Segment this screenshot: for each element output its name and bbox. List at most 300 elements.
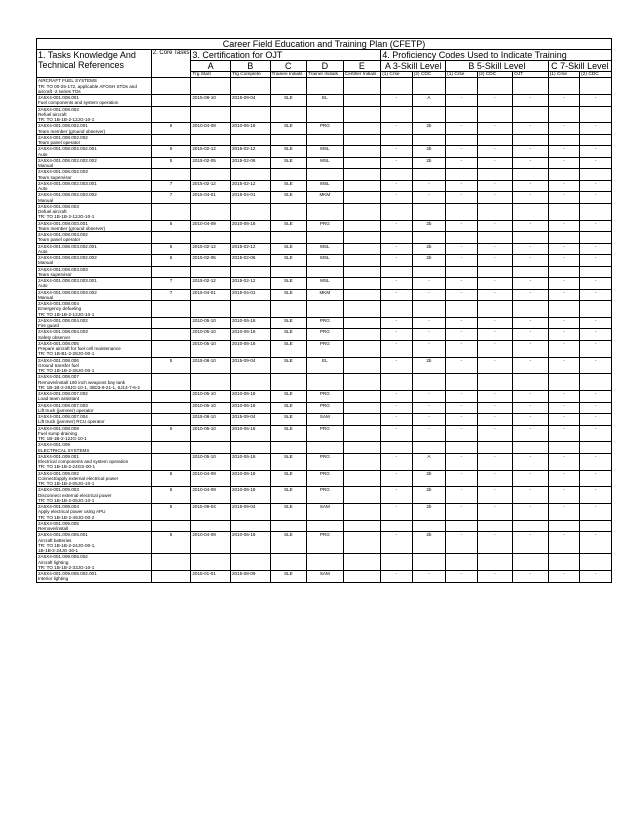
proficiency-cell: - <box>548 146 579 158</box>
table-row <box>37 232 612 244</box>
certification-cell <box>343 192 381 204</box>
task-reference-cell: 2A5X4-001.008.003.001 Team member (ground observer) <box>37 220 152 232</box>
certification-cell <box>230 78 270 95</box>
proficiency-cell: - <box>513 192 549 204</box>
core-task-cell: 5 <box>151 532 191 554</box>
certification-cell: 2015-09-04 <box>230 95 270 107</box>
certification-cell <box>270 232 307 244</box>
table-row <box>37 571 612 583</box>
proficiency-cell: - <box>548 220 579 232</box>
proficiency-cell <box>548 442 579 454</box>
proficiency-cell: - <box>446 470 477 487</box>
certification-cell: 2015-04-01 <box>230 289 270 301</box>
proficiency-cell: - <box>477 340 513 357</box>
page-title: Career Field Education and Training Plan (CFETP) <box>37 39 612 50</box>
certification-cell <box>270 266 307 278</box>
task-reference-cell: 2A5X4-001.009.005 Remove/install <box>37 520 152 532</box>
proficiency-cell: - <box>381 243 412 255</box>
certification-cell <box>270 169 307 181</box>
proficiency-cell: - <box>513 453 549 470</box>
proficiency-cell: - <box>381 425 412 442</box>
certification-cell: MSL <box>307 157 344 169</box>
certification-cell <box>343 95 381 107</box>
proficiency-cell: - <box>580 453 612 470</box>
proficiency-cell: 2b <box>412 357 446 374</box>
proficiency-cell: - <box>548 402 579 414</box>
proficiency-cell: - <box>446 402 477 414</box>
core-task-cell: 5 <box>151 220 191 232</box>
task-reference-cell: 2A5X4-001.008.004 Emergency defueling TR: TO 1B-1B-2-12JG-10-1 <box>37 301 152 318</box>
core-task-cell <box>151 571 191 583</box>
certification-cell: MKM <box>307 289 344 301</box>
proficiency-cell <box>412 106 446 123</box>
certification-cell: SLE <box>270 255 307 267</box>
certification-cell <box>307 78 344 95</box>
proficiency-cell: - <box>513 243 549 255</box>
certification-cell <box>343 504 381 521</box>
core-task-cell <box>151 340 191 357</box>
certification-cell: 2015-02-12 <box>191 146 231 158</box>
certification-cell: 2010-04-09 <box>191 532 231 554</box>
certification-cell <box>343 255 381 267</box>
proficiency-cell: - <box>513 157 549 169</box>
task-reference-cell: 2A5X4-001.009.005.001 Aircraft batteries TR: TO 1B-1B-2-24JG-00-1, 1B-1B-2-24JG-30-1 <box>37 532 152 554</box>
core-task-cell <box>151 374 191 391</box>
proficiency-cell <box>412 374 446 391</box>
proficiency-cell: - <box>580 180 612 192</box>
certification-cell <box>343 203 381 220</box>
proficiency-cell: - <box>548 414 579 426</box>
proficiency-cell: - <box>412 317 446 329</box>
task-reference-cell: 2A5X4-001.008.004.002 Fire guard <box>37 317 152 329</box>
certification-cell: SLE <box>270 180 307 192</box>
task-reference-cell: 2A5X4-001.008.006 Ground transfer fuel TR: TO 1B-1B-2-28JG-00-1 <box>37 357 152 374</box>
certification-cell: 2015-09-04 <box>230 504 270 521</box>
proficiency-cell: - <box>477 391 513 403</box>
certification-cell: 2015-04-01 <box>191 289 231 301</box>
proficiency-cell: - <box>513 146 549 158</box>
proficiency-cell: 2b <box>412 487 446 504</box>
certification-cell: 2010-05-10 <box>191 453 231 470</box>
proficiency-cell: - <box>446 425 477 442</box>
proficiency-cell: - <box>548 289 579 301</box>
certification-cell <box>343 487 381 504</box>
certification-cell <box>343 123 381 135</box>
core-task-cell <box>151 402 191 414</box>
proficiency-cell: - <box>548 504 579 521</box>
certification-cell: 2010-05-10 <box>191 340 231 357</box>
proficiency-cell: - <box>477 532 513 554</box>
proficiency-cell: - <box>412 425 446 442</box>
certification-cell <box>230 374 270 391</box>
proficiency-cell <box>477 106 513 123</box>
certification-cell: PRG <box>307 123 344 135</box>
cfetp-sheet <box>36 38 612 583</box>
proficiency-cell: - <box>381 146 412 158</box>
certification-cell <box>270 106 307 123</box>
proficiency-cell <box>381 169 412 181</box>
certification-cell <box>343 470 381 487</box>
table-row <box>37 453 612 470</box>
proficiency-cell <box>548 169 579 181</box>
proficiency-cell: - <box>381 357 412 374</box>
table-row <box>37 442 612 454</box>
proficiency-cell: - <box>381 487 412 504</box>
certification-cell: SLE <box>270 317 307 329</box>
proficiency-cell: - <box>381 391 412 403</box>
proficiency-cell <box>412 266 446 278</box>
proficiency-header: 4. Proficiency Codes Used to Indicate Training <box>381 50 612 61</box>
certification-cell: PRG <box>307 425 344 442</box>
certification-cell: 2010-06-18 <box>230 391 270 403</box>
certification-cell: PRG <box>307 329 344 341</box>
proficiency-cell: 2b <box>412 532 446 554</box>
proficiency-cell <box>381 134 412 146</box>
task-reference-cell: 2A5X4-001.008.007 Remove/install 180 inch weapons bay tank TR: 1B-1B-2-28JG-10-1, 35D3-9-21-1, 6J14-7-6-2 <box>37 374 152 391</box>
proficiency-cell: - <box>477 192 513 204</box>
core-task-cell: 5 <box>151 504 191 521</box>
certification-cell <box>343 329 381 341</box>
proficiency-cell <box>446 266 477 278</box>
cert-label-c: Trainee Initials <box>270 72 307 78</box>
certification-cell <box>270 442 307 454</box>
certification-cell <box>191 169 231 181</box>
certification-cell <box>270 301 307 318</box>
cert-letter-c: C <box>270 61 307 72</box>
proficiency-cell: - <box>381 123 412 135</box>
certification-cell: SLE <box>270 123 307 135</box>
certification-cell: 2015-09-04 <box>230 357 270 374</box>
table-row <box>37 243 612 255</box>
proficiency-cell <box>580 134 612 146</box>
proficiency-cell: - <box>513 391 549 403</box>
task-reference-cell: AIRCRAFT FUEL SYSTEMS TR: TO 00-25-172, applicable AFOSH STDs and aircraft -2 series TOs <box>37 78 152 95</box>
task-reference-cell: 2A5X4-001.008.002.003.002 Manual <box>37 192 152 204</box>
proficiency-cell: - <box>513 487 549 504</box>
proficiency-cell <box>548 203 579 220</box>
proficiency-cell: - <box>580 123 612 135</box>
certification-cell <box>343 402 381 414</box>
table-row <box>37 169 612 181</box>
certification-cell: 2015-01-01 <box>191 571 231 583</box>
proficiency-cell: 2b <box>412 123 446 135</box>
certification-cell: 2010-05-10 <box>191 317 231 329</box>
certification-cell: SLE <box>270 470 307 487</box>
header-row-1 <box>37 50 612 61</box>
proficiency-cell: - <box>446 532 477 554</box>
proficiency-cell <box>446 374 477 391</box>
proficiency-cell: - <box>412 340 446 357</box>
certification-cell <box>343 340 381 357</box>
certification-cell <box>230 301 270 318</box>
proficiency-cell <box>446 78 477 95</box>
proficiency-cell: - <box>477 453 513 470</box>
certification-cell <box>191 78 231 95</box>
proficiency-cell <box>381 203 412 220</box>
certification-cell <box>343 243 381 255</box>
proficiency-cell: - <box>381 504 412 521</box>
proficiency-cell: 2b <box>412 157 446 169</box>
certification-cell: 2010-06-18 <box>230 340 270 357</box>
task-reference-cell: 2A5X4-001.008.007.004 Lift truck (jammer) RCU operator <box>37 414 152 426</box>
proficiency-cell: - <box>446 123 477 135</box>
proficiency-cell: - <box>580 243 612 255</box>
proficiency-cell: - <box>477 157 513 169</box>
proficiency-cell: - <box>548 470 579 487</box>
proficiency-cell: - <box>381 571 412 583</box>
table-row <box>37 470 612 487</box>
table-row <box>37 301 612 318</box>
certification-cell <box>343 301 381 318</box>
tasks-header: 1. Tasks Knowledge And Technical References <box>37 50 152 78</box>
proficiency-cell: - <box>477 255 513 267</box>
certification-cell: SLE <box>270 243 307 255</box>
certification-cell <box>343 169 381 181</box>
proficiency-cell: 2b <box>412 470 446 487</box>
cert-label-e: Certifier Initials <box>343 72 381 78</box>
proficiency-cell <box>446 232 477 244</box>
table-row <box>37 157 612 169</box>
proficiency-cell: - <box>548 317 579 329</box>
proficiency-cell <box>477 78 513 95</box>
core-task-cell: 5 <box>151 487 191 504</box>
table-row <box>37 106 612 123</box>
proficiency-cell: - <box>580 487 612 504</box>
certification-cell: SLE <box>270 532 307 554</box>
cert-label-b: Trg Complete <box>230 72 270 78</box>
certification-cell: PRG <box>307 487 344 504</box>
proficiency-cell: - <box>446 317 477 329</box>
proficiency-cell <box>381 554 412 571</box>
proficiency-cell: - <box>412 180 446 192</box>
proficiency-cell <box>513 106 549 123</box>
certification-cell: MKM <box>307 192 344 204</box>
core-task-cell: 5 <box>151 255 191 267</box>
proficiency-cell <box>446 301 477 318</box>
core-task-cell <box>151 442 191 454</box>
proficiency-cell: - <box>477 357 513 374</box>
cert-label-d: Trainer Initials <box>307 72 344 78</box>
proficiency-cell: - <box>381 340 412 357</box>
proficiency-cell <box>477 169 513 181</box>
certification-cell: 2010-06-18 <box>230 220 270 232</box>
proficiency-cell <box>412 520 446 532</box>
level-col-a2: (2) CDC <box>412 72 446 78</box>
task-reference-cell: 2A5X4-001.008.003.003.002 Manual <box>37 289 152 301</box>
certification-cell <box>230 203 270 220</box>
certification-cell: 2015-08-09 <box>230 571 270 583</box>
table-row <box>37 554 612 571</box>
certification-cell: SLE <box>270 357 307 374</box>
certification-cell <box>191 442 231 454</box>
proficiency-cell: - <box>580 278 612 290</box>
proficiency-cell: - <box>548 243 579 255</box>
proficiency-cell <box>412 78 446 95</box>
task-reference-cell: 2A5X4-001.008.002.002.002 Manual <box>37 157 152 169</box>
proficiency-cell: - <box>580 146 612 158</box>
proficiency-cell: - <box>580 391 612 403</box>
proficiency-cell <box>412 169 446 181</box>
proficiency-cell <box>548 106 579 123</box>
table-row <box>37 391 612 403</box>
certification-cell: 2010-05-10 <box>191 329 231 341</box>
proficiency-cell: 2b <box>412 146 446 158</box>
certification-cell <box>307 374 344 391</box>
certification-cell: MSL <box>307 180 344 192</box>
proficiency-cell <box>580 203 612 220</box>
core-task-cell: 7 <box>151 192 191 204</box>
core-task-cell <box>151 232 191 244</box>
core-task-cell: 5 <box>151 357 191 374</box>
certification-cell: 2015-08-10 <box>191 414 231 426</box>
proficiency-cell <box>513 203 549 220</box>
proficiency-cell: - <box>446 95 477 107</box>
proficiency-cell: - <box>513 123 549 135</box>
task-reference-cell: 2A5X4-001.008.003.002.001 Auto <box>37 243 152 255</box>
proficiency-cell <box>477 442 513 454</box>
certification-cell: SLE <box>270 487 307 504</box>
certification-cell: 2015-08-10 <box>191 95 231 107</box>
certification-cell: EL <box>307 357 344 374</box>
certification-cell: MSL <box>307 243 344 255</box>
task-reference-cell: 2A5X4-001.008.008 Fuel sump draining TR: 1B-1B-2-12JG-10-1 <box>37 425 152 442</box>
task-reference-cell: 2A5X4-001.008.002.001 Team member (ground observer) <box>37 123 152 135</box>
certification-cell: MSL <box>307 278 344 290</box>
proficiency-cell: - <box>446 414 477 426</box>
task-reference-cell: 2A5X4-001.008.002.003.001 Auto <box>37 180 152 192</box>
table-row <box>37 504 612 521</box>
certification-cell <box>343 278 381 290</box>
cfetp-table <box>36 38 612 583</box>
certification-cell <box>191 301 231 318</box>
certification-cell: 2015-02-12 <box>230 146 270 158</box>
certification-cell <box>307 232 344 244</box>
certification-cell <box>307 203 344 220</box>
task-reference-cell: 2A5X4-001.008.003.002.002 Manual <box>37 255 152 267</box>
proficiency-cell: - <box>548 157 579 169</box>
proficiency-cell: - <box>548 453 579 470</box>
certification-cell <box>343 532 381 554</box>
proficiency-cell: - <box>446 571 477 583</box>
proficiency-cell: - <box>513 278 549 290</box>
level-col-b1: (1) Crse <box>446 72 477 78</box>
proficiency-cell <box>513 78 549 95</box>
proficiency-cell: - <box>412 391 446 403</box>
proficiency-cell: - <box>513 317 549 329</box>
proficiency-cell: - <box>412 414 446 426</box>
task-reference-cell: 2A5X4-001.009.005.002.001 Interior lighting <box>37 571 152 583</box>
proficiency-cell <box>477 134 513 146</box>
proficiency-cell: - <box>477 180 513 192</box>
table-row <box>37 414 612 426</box>
core-task-cell <box>151 329 191 341</box>
certification-cell: 2015-02-06 <box>230 157 270 169</box>
proficiency-cell <box>446 442 477 454</box>
proficiency-cell: - <box>412 289 446 301</box>
task-reference-cell: 2A5X4-001.008.002.003 Team supervisor <box>37 169 152 181</box>
proficiency-cell: - <box>446 340 477 357</box>
certification-cell: 2015-04-01 <box>230 192 270 204</box>
proficiency-cell: - <box>580 425 612 442</box>
proficiency-cell: - <box>477 95 513 107</box>
certification-cell <box>307 106 344 123</box>
certification-cell: 2010-04-09 <box>191 123 231 135</box>
level-col-b2: (2) CDC <box>477 72 513 78</box>
certification-cell: 2010-05-10 <box>191 425 231 442</box>
task-reference-cell: 2A5X4-001.008.004.003 Safety observer <box>37 329 152 341</box>
certification-cell: 2010-06-18 <box>230 402 270 414</box>
proficiency-cell: - <box>580 157 612 169</box>
certification-cell: MSL <box>307 255 344 267</box>
proficiency-cell <box>477 520 513 532</box>
certification-cell: SAM <box>307 571 344 583</box>
certification-cell: PRG <box>307 453 344 470</box>
proficiency-cell <box>513 520 549 532</box>
proficiency-cell: - <box>548 571 579 583</box>
proficiency-cell: - <box>477 329 513 341</box>
proficiency-cell: - <box>513 329 549 341</box>
certification-cell: PRG <box>307 532 344 554</box>
proficiency-cell <box>446 134 477 146</box>
proficiency-cell: - <box>477 146 513 158</box>
table-row <box>37 192 612 204</box>
proficiency-cell: - <box>513 414 549 426</box>
certification-cell <box>307 134 344 146</box>
certification-cell <box>270 203 307 220</box>
certification-cell: PRG <box>307 402 344 414</box>
proficiency-cell: - <box>381 470 412 487</box>
certification-cell <box>343 289 381 301</box>
certification-cell <box>343 106 381 123</box>
proficiency-cell: - <box>548 192 579 204</box>
proficiency-cell <box>446 520 477 532</box>
task-reference-cell: 2A5X4-001.008.003 Defuel aircraft TR: TO 1B-1B-2-12JG-10-1 <box>37 203 152 220</box>
proficiency-cell <box>477 374 513 391</box>
cert-letter-e: E <box>343 61 381 72</box>
certification-cell: SLE <box>270 329 307 341</box>
core-task-cell: 5 <box>151 157 191 169</box>
proficiency-cell <box>513 442 549 454</box>
certification-cell <box>343 357 381 374</box>
task-reference-cell: 2A5X4-001.009.003 Disconnect external electrical power TR: TO 1B-1B-2-05JG-10-1 <box>37 487 152 504</box>
task-reference-cell: 2A5X4-001.009 ELECTRICAL SYSTEMS <box>37 442 152 454</box>
proficiency-cell: - <box>477 571 513 583</box>
certification-cell <box>343 414 381 426</box>
proficiency-cell: - <box>580 192 612 204</box>
table-row <box>37 340 612 357</box>
table-row <box>37 357 612 374</box>
core-task-cell: 5 <box>151 243 191 255</box>
core-task-cell <box>151 414 191 426</box>
proficiency-cell: - <box>580 340 612 357</box>
proficiency-cell: - <box>580 414 612 426</box>
task-reference-cell: 2A5X4-001.009.004 Apply electrical power using APU TR: TO 1B-1B-2-49JG-00-2 <box>37 504 152 521</box>
proficiency-cell: - <box>513 180 549 192</box>
proficiency-cell <box>381 106 412 123</box>
level-c-header: C 7-Skill Level <box>548 61 611 72</box>
proficiency-cell: - <box>412 192 446 204</box>
proficiency-cell <box>412 554 446 571</box>
certification-cell: 2010-06-18 <box>230 487 270 504</box>
certification-cell <box>343 180 381 192</box>
certification-cell: 2015-02-12 <box>230 278 270 290</box>
certification-cell: 2015-02-05 <box>191 255 231 267</box>
certification-cell: 2010-06-18 <box>230 123 270 135</box>
certification-cell <box>270 554 307 571</box>
proficiency-cell <box>580 78 612 95</box>
certification-cell <box>230 266 270 278</box>
proficiency-cell: - <box>477 278 513 290</box>
